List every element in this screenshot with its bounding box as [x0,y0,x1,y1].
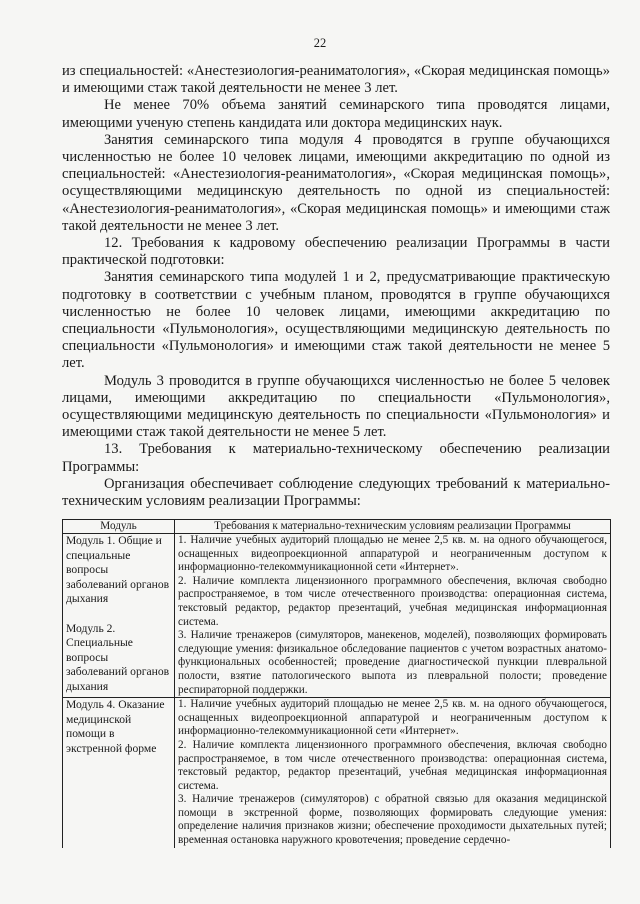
table-header-module: Модуль [63,520,175,534]
table-header-row [63,520,611,534]
requirement-item: 1. Наличие учебных аудиторий площадью не менее 2,5 кв. м. на одного обучающегося, оснащенных видеопроекционной аппаратурой и неограниченным доступом к информационно-телекоммуникационной сети «Интернет». [178,534,607,574]
requirements-cell [175,698,611,848]
requirement-item: 1. Наличие учебных аудиторий площадью не менее 2,5 кв. м. на одного обучающегося, оснащенных видеопроекционной аппаратурой и неограниченным доступом к информационно-телекоммуникационной сети «Интернет». [178,698,607,738]
table-row [63,698,611,848]
table-header-requirements: Требования к материально-техническим условиям реализации Программы [175,520,611,534]
paragraph: Занятия семинарского типа модуля 4 проводятся в группе обучающихся численностью не более 10 человек лицами, имеющими аккредитацию по одной из специальностей: «Анестезиология-реаниматология», «Скорая медицинская помощь», осуществляющими медицинскую деятельность по одной из специальностей: «Анестезиология-реаниматология», «Скорая медицинская помощь» и имеющими стаж такой деятельности не менее 3 лет. [62,131,610,234]
paragraph: Модуль 3 проводится в группе обучающихся численностью не более 5 человек лицами, имеющими аккредитацию по специальности «Пульмонология», осуществляющими медицинскую деятельность по специальности «Пульмонология» и имеющими стаж такой деятельности не менее 5 лет. [62,372,610,441]
module-cell: Модуль 4. Оказание медицинской помощи в экстренной форме [63,698,175,848]
paragraph: Организация обеспечивает соблюдение следующих требований к материально-техническим условиям реализации Программы: [62,475,610,510]
requirements-cell [175,534,611,698]
paragraph: Не менее 70% объема занятий семинарского типа проводятся лицами, имеющими ученую степень кандидата или доктора медицинских наук. [62,97,610,131]
paragraph: 13. Требования к материально-техническому обеспечению реализации Программы: [62,441,610,475]
requirement-item: 3. Наличие тренажеров (симуляторов, манекенов, моделей), позволяющих формировать следующие умения: физикальное обследование пациентов с учетом возрастных анатомо-функциональных особенностей; проведение диагностической пункции плевральной полости, взятие патологического выпота из плевральной полости; проведение респираторной поддержки. [178,629,607,696]
body-text [62,63,610,510]
paragraph: Занятия семинарского типа модулей 1 и 2, предусматривающие практическую подготовку в соответствии с учебным планом, проводятся в группе обучающихся численностью не более 10 человек лицами, имеющими аккредитацию по специальности «Пульмонология», осуществляющими медицинскую деятельность по специальности «Пульмонология» и имеющими стаж такой деятельности не менее 5 лет. [62,269,610,372]
requirement-item: 2. Наличие комплекта лицензионного программного обеспечения, включая свободно распространяемое, в том числе отечественного производства: операционная система, текстовый редактор, редактор презентаций, учебная медицинская информационная система. [178,738,607,792]
paragraph: 12. Требования к кадровому обеспечению реализации Программы в части практической подготовки: [62,235,610,269]
table-row [63,534,611,698]
requirements-table [62,519,611,848]
requirement-item: 2. Наличие комплекта лицензионного программного обеспечения, включая свободно распространяемое, в том числе отечественного производства: операционная система, текстовый редактор, редактор презентаций, учебная медицинская информационная система. [178,574,607,628]
module-cell: Модуль 1. Общие и специальные вопросы заболеваний органов дыхания Модуль 2. Специальные вопросы заболеваний органов дыхания [63,534,175,698]
requirement-item: 3. Наличие тренажеров (симуляторов) с обратной связью для оказания медицинской помощи в экстренной форме, позволяющих формировать следующие умения: определение наличия признаков жизни; обеспечение проходимости дыхательных путей; временная остановка наружного кровотечения; проведение сердечно- [178,793,607,847]
paragraph: из специальностей: «Анестезиология-реаниматология», «Скорая медицинская помощь» и имеющими стаж такой деятельности не менее 3 лет. [62,63,610,97]
page-number: 22 [313,36,327,50]
